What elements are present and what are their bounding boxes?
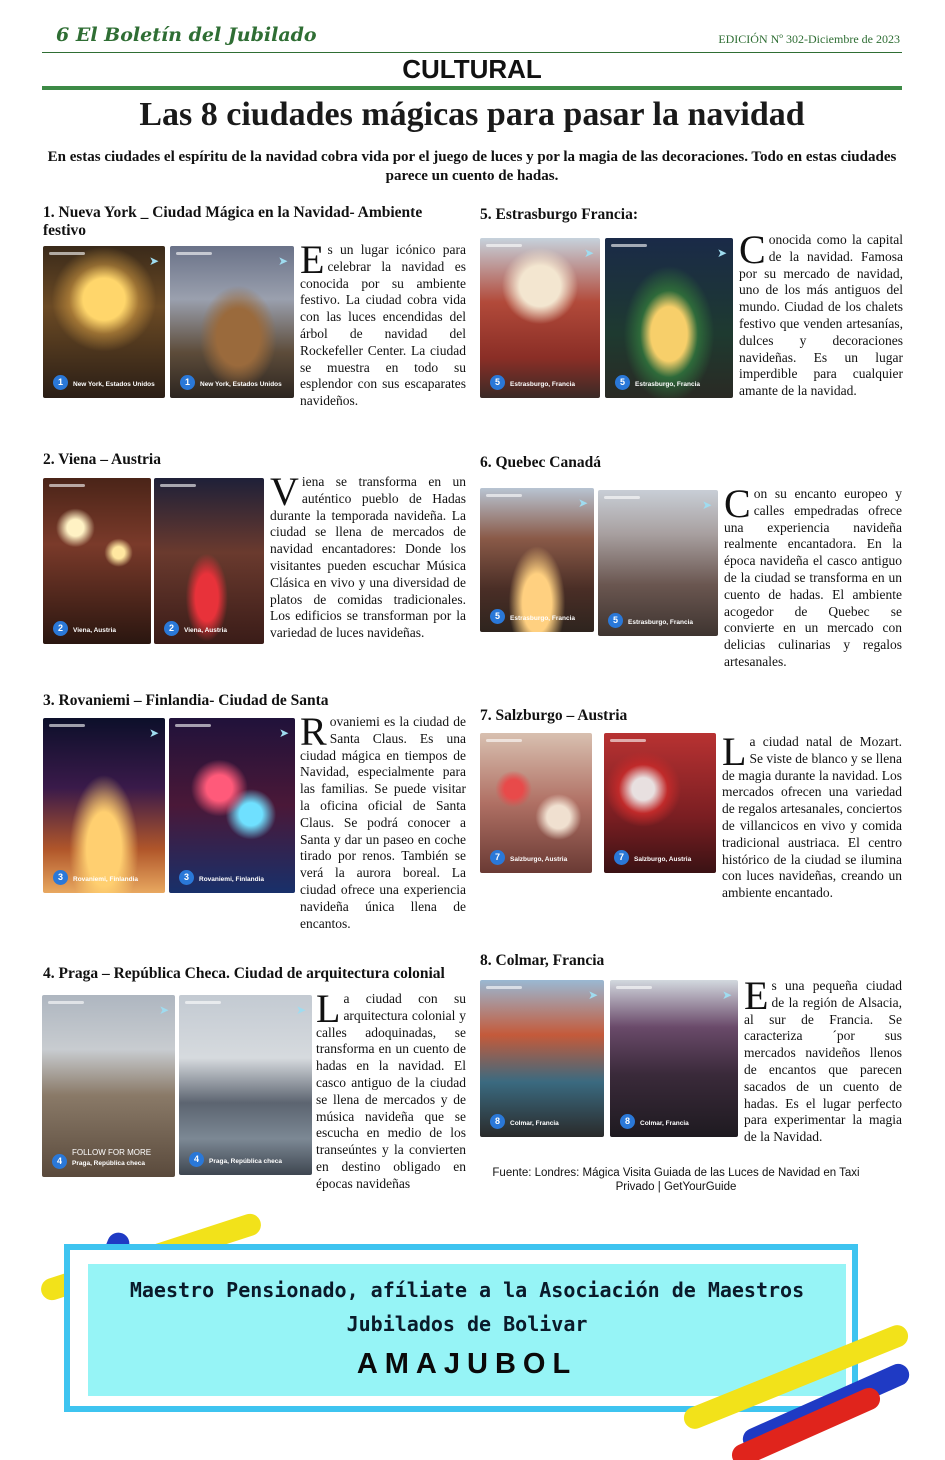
drop-cap: R <box>300 709 327 754</box>
photo-number-badge: 1 <box>53 375 68 390</box>
photo-salzburgo-2 <box>604 733 716 873</box>
photo-rovaniemi-2 <box>169 718 295 893</box>
photo-location-label: Estrasburgo, Francia <box>510 381 576 388</box>
banner-acronym: AMAJUBOL <box>356 1348 578 1380</box>
photo-quebec-1 <box>480 488 594 632</box>
entry-body-rovaniemi <box>300 709 466 932</box>
photo-location-label: Salzburgo, Austria <box>510 856 568 863</box>
entry-title-nueva-york: 1. Nueva York _ Ciudad Mágica en la Navidad- Ambiente festivo <box>43 204 423 239</box>
newspaper-name: 6 El Boletín del Jubilado <box>56 24 317 46</box>
photo-caption-bar <box>486 986 522 989</box>
photo-praga-1 <box>42 995 175 1177</box>
photo-number-badge: 2 <box>53 621 68 636</box>
drop-cap: E <box>300 237 325 282</box>
entry-text: s una pequeña ciudad de la región de Alsacia, al sur de Francia. Se caracteriza ´por sus mercados navideños llenos de encantos que parecen sacados de un cuento de hadas. Es el lugar perfecto para experimentar la magia de la Navidad. <box>744 978 902 1145</box>
entry-text: on su encanto europeo y calles empedradas ofrece una experiencia navideña realmente encantadora. En la época navideña el casco antiguo de la ciudad se transforma en un cuento de hadas. El ambiente acogedor de Quebec se convierte en un mercado con delicias culinarias y regalos artesanales. <box>724 486 902 669</box>
photo-colmar-1 <box>480 980 604 1137</box>
photo-caption-bar <box>160 484 196 487</box>
photo-caption-bar <box>175 724 211 727</box>
photo-caption-bar <box>611 244 647 247</box>
photo-viena-2 <box>154 478 264 644</box>
share-icon: ➤ <box>716 246 727 260</box>
share-icon: ➤ <box>295 1003 306 1017</box>
entry-title-rovaniemi: 3. Rovaniemi – Finlandia- Ciudad de Santa <box>43 692 329 709</box>
amajubol-banner <box>36 1216 908 1438</box>
photo-viena-1 <box>43 478 151 644</box>
entry-title-viena: 2. Viena – Austria <box>43 451 161 468</box>
photo-number-badge: 5 <box>615 375 630 390</box>
photo-caption-bar <box>49 484 85 487</box>
masthead <box>42 24 902 50</box>
photo-location-label: New York, Estados Unidos <box>200 381 282 388</box>
entry-title-colmar: 8. Colmar, Francia <box>480 952 605 969</box>
photo-location-label: Estrasburgo, Francia <box>628 619 694 626</box>
photo-number-badge: 3 <box>53 870 68 885</box>
entry-title-quebec: 6. Quebec Canadá <box>480 454 601 471</box>
entry-body-quebec <box>724 481 902 671</box>
photo-location-label: Salzburgo, Austria <box>634 856 692 863</box>
section-divider <box>42 86 902 90</box>
photo-caption-bar <box>486 739 522 742</box>
drop-cap: V <box>270 469 299 514</box>
masthead-divider <box>42 52 902 53</box>
share-icon: ➤ <box>577 496 588 510</box>
photo-rovaniemi-1 <box>43 718 165 893</box>
share-icon: ➤ <box>587 988 598 1002</box>
photo-estrasburgo-1 <box>480 238 600 398</box>
photo-number-badge: 5 <box>608 613 623 628</box>
section-title: CULTURAL <box>402 54 542 84</box>
photo-caption-bar <box>176 252 212 255</box>
banner-line-1: Maestro Pensionado, afíliate a la Asociación de Maestros <box>129 1278 805 1302</box>
banner-line-2: Jubilados de Bolivar <box>346 1312 588 1336</box>
photo-number-badge: 4 <box>52 1154 67 1169</box>
share-icon: ➤ <box>583 246 594 260</box>
photo-caption-bar <box>604 496 640 499</box>
photo-location-label: Estrasburgo, Francia <box>635 381 701 388</box>
entry-text: ovaniemi es la ciudad de Santa Claus. Es una ciudad mágica en tiempos de Navidad, especialmente para las familias. Se puede visitar la oficina oficial de Santa Claus. Se podrá conocer a Santa y dar un paseo en coche tirado por renos. También se verá la aurora boreal. La ciudad ofrece una experiencia navideña única llena de encantos. <box>300 714 466 931</box>
photo-number-badge: 7 <box>614 850 629 865</box>
photo-number-badge: 1 <box>180 375 195 390</box>
entry-text: a ciudad con su arquitectura colonial y calles adoquinadas, se transforma en un cuento de hadas en la navidad. El casco antiguo de la ciudad se llena de mercados y de música navideña que se escucha en medio de los transeúntes y la convierten en destino obligado en épocas navideñas <box>316 991 466 1191</box>
drop-cap: E <box>744 973 769 1018</box>
photo-nueva-york-2 <box>170 246 294 398</box>
share-icon: ➤ <box>148 254 159 268</box>
drop-cap: C <box>724 481 751 526</box>
photo-caption-bar <box>49 724 85 727</box>
photo-number-badge: 5 <box>490 609 505 624</box>
share-icon: ➤ <box>701 498 712 512</box>
photo-caption-bar <box>48 1001 84 1004</box>
entry-body-viena <box>270 469 466 642</box>
article-headline: Las 8 ciudades mágicas para pasar la navidad <box>139 96 805 133</box>
photo-location-label: Viena, Austria <box>184 627 227 634</box>
photo-colmar-2 <box>610 980 738 1137</box>
edition-info: EDICIÓN Nº 302-Diciembre de 2023 <box>718 32 900 46</box>
article-intro: En estas ciudades el espíritu de la navidad cobra vida por el juego de luces y por la magia de las decoraciones. Todo en estas ciudades parece un cuento de hadas. <box>47 149 897 184</box>
photo-location-label: Praga, República checa <box>209 1158 282 1165</box>
photo-number-badge: 2 <box>164 621 179 636</box>
photo-caption-bar <box>185 1001 221 1004</box>
share-icon: ➤ <box>277 254 288 268</box>
drop-cap: L <box>722 729 747 774</box>
entry-body-salzburgo <box>722 729 902 902</box>
photo-caption-bar <box>610 739 646 742</box>
photo-location-label: Rovaniemi, Finlandia <box>199 876 265 883</box>
share-icon: ➤ <box>278 726 289 740</box>
photo-location-label: Colmar, Francia <box>510 1120 559 1127</box>
entry-body-nueva-york <box>300 237 466 410</box>
photo-nueva-york-1 <box>43 246 165 398</box>
photo-caption-bar <box>49 252 85 255</box>
entry-title-estrasburgo: 5. Estrasburgo Francia: <box>480 206 639 223</box>
entry-title-praga: 4. Praga – República Checa. Ciudad de arquitectura colonial <box>43 965 445 982</box>
entry-text: a ciudad natal de Mozart. Se viste de blanco y se llena de magia durante la navidad. Los mercados ofrecen una variedad de regalos artesanales, conciertos de villancicos en vivo y comida tradicional austriaca. El centro histórico de la ciudad se ilumina con luces navideñas, creando un ambiente encantado. <box>722 734 902 901</box>
photo-location-label: New York, Estados Unidos <box>73 381 155 388</box>
entry-text: iena se transforma en un auténtico pueblo de Hadas durante la temporada navideña. La ciudad se llena de mercados de navidad encantadores: Donde los visitantes pueden escuchar Música Clásica en vivo y una diversidad de platos de comidas tradicionales. Los edificios se transforman por la variedad de luces navideñas. <box>270 474 466 641</box>
photo-number-badge: 4 <box>189 1152 204 1167</box>
entry-body-estrasburgo <box>739 227 903 400</box>
photo-location-label: Estrasburgo, Francia <box>510 615 576 622</box>
photo-salzburgo-1 <box>480 733 592 873</box>
drop-cap: L <box>316 986 341 1031</box>
entry-title-salzburgo: 7. Salzburgo – Austria <box>480 707 628 724</box>
photo-location-label: Rovaniemi, Finlandia <box>73 876 139 883</box>
source-citation: Fuente: Londres: Mágica Visita Guiada de las Luces de Navidad en Taxi Privado | GetYourGuide <box>492 1167 860 1193</box>
entry-text: s un lugar icónico para celebrar la navidad es conocida por su ambiente festivo. La ciudad cobra vida con las luces encendidas del árbol de navidad del Rockefeller Center. La ciudad se muestra en todo su esplendor con sus escaparates navideños. <box>300 242 466 409</box>
photo-caption-bar <box>616 986 652 989</box>
drop-cap: C <box>739 227 766 272</box>
photo-number-badge: 8 <box>490 1114 505 1129</box>
photo-location-label: Viena, Austria <box>73 627 116 634</box>
photo-overlay-text: FOLLOW FOR MORE <box>72 1148 152 1157</box>
photo-caption-bar <box>486 494 522 497</box>
photo-location-label: Colmar, Francia <box>640 1120 689 1127</box>
photo-number-badge: 5 <box>490 375 505 390</box>
share-icon: ➤ <box>158 1003 169 1017</box>
entry-body-praga <box>316 986 466 1193</box>
photo-location-label: Praga, República checa <box>72 1160 145 1167</box>
share-icon: ➤ <box>148 726 159 740</box>
photo-praga-2 <box>179 995 312 1175</box>
photo-estrasburgo-2 <box>605 238 733 398</box>
photo-number-badge: 3 <box>179 870 194 885</box>
photo-quebec-2 <box>598 490 718 636</box>
share-icon: ➤ <box>721 988 732 1002</box>
photo-caption-bar <box>486 244 522 247</box>
photo-number-badge: 7 <box>490 850 505 865</box>
entry-text: onocida como la capital de la navidad. Famosa por su mercado de navidad, uno de los más antiguos del mundo. Ciudad de los chalets festivo que venden artesanías, dulces y decoraciones navideñas. Es un lugar imperdible para cualquier amante de la navidad. <box>739 232 903 399</box>
entry-body-colmar <box>744 973 902 1146</box>
photo-number-badge: 8 <box>620 1114 635 1129</box>
